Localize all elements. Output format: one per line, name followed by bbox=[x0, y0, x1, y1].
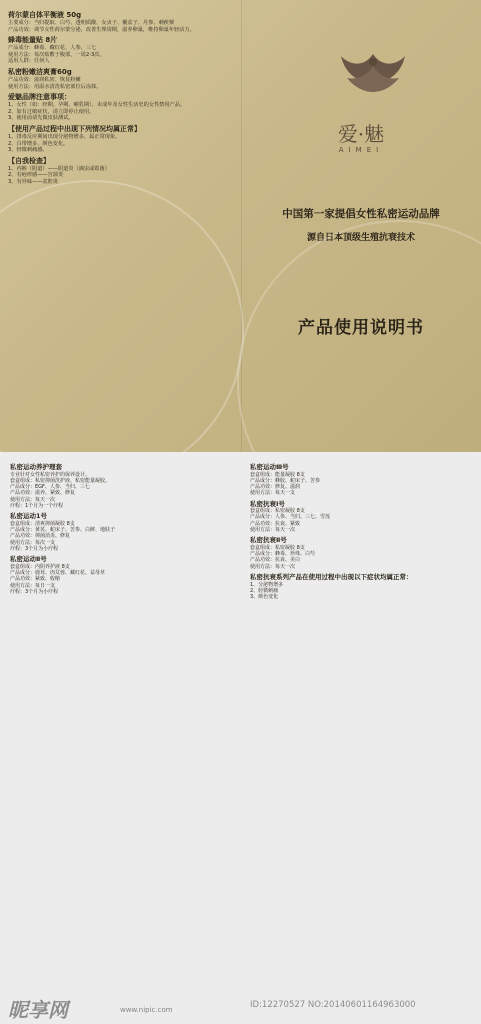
section-line: 产品功效：滋润私密、恢复粉嫩 bbox=[8, 76, 81, 83]
section-title: 私密抗衰Ⅰ号 bbox=[250, 499, 285, 508]
section-title: 私密运动1号 bbox=[10, 512, 48, 521]
watermark-logo: 昵享网 bbox=[8, 998, 68, 1022]
section-line: 产品功效：抑菌消炎、修复 bbox=[10, 533, 71, 540]
section-line: 1、内裤（阴道）——阴道炎（滴虫或霉菌） bbox=[8, 165, 110, 172]
section-title: 【使用产品过程中出现下列情况均属正常】 bbox=[8, 124, 141, 133]
section-line: 使用方法：用温水清洗私密部位后涂抹。 bbox=[8, 83, 102, 90]
section-line: 3、使用前请先做皮肤测试。 bbox=[8, 115, 74, 122]
section-line: 产品功效：滋养、紧致、修复 bbox=[10, 490, 76, 497]
section-line: 套盒组成：能量凝胶 8支 bbox=[250, 471, 305, 478]
section-1 bbox=[10, 512, 234, 552]
section-line: 套盒组成：私密凝胶 8支 bbox=[250, 508, 305, 515]
section-line: 疗程：3个月为小疗程 bbox=[10, 545, 59, 552]
section-line: 专业针对女性私密养护的保养设计。 bbox=[10, 471, 91, 478]
section-line: 使用方法：每天一次 bbox=[250, 527, 296, 534]
phoenix-logo-icon bbox=[333, 44, 413, 114]
section-line: 疗程：1个月为一个疗程 bbox=[10, 502, 64, 509]
bottom-right-column bbox=[250, 460, 474, 600]
section-line: 产品成分：黄芪、蛇床子、苦参、白鲜、地肤子 bbox=[10, 527, 116, 534]
section-title: 私密运动养护理套 bbox=[10, 463, 62, 471]
brand-name: 爱·魅 bbox=[337, 122, 385, 146]
section-line: 2、有疱疹感——宫颈炎 bbox=[8, 172, 64, 179]
product-manual-inner bbox=[0, 452, 481, 1024]
section-line: 产品成分：蜂毒、藏红花、人参、三七 bbox=[8, 45, 97, 52]
section-line: 使用方法：每天一次 bbox=[10, 496, 56, 503]
section-1 bbox=[250, 500, 474, 534]
brand-name-en: AIMEI bbox=[338, 146, 384, 154]
section-0 bbox=[10, 463, 234, 509]
section-3 bbox=[250, 573, 474, 600]
section-3 bbox=[8, 93, 236, 122]
section-line: 使用方法：每日一支 bbox=[10, 582, 56, 589]
section-line: 产品成分：EGF、人参、当归、三七 bbox=[10, 484, 90, 491]
sub-slogan: 源自日本顶级生殖抗衰技术 bbox=[306, 233, 415, 243]
section-line: 产品成分：鹿茸、肉苁蓉、藏红花、益母草 bbox=[10, 570, 106, 577]
section-line: 使用方法：每天一支 bbox=[250, 490, 296, 497]
section-title: 私密抗衰Ⅱ号 bbox=[250, 536, 287, 545]
slogan: 中国第一家提倡女性私密运动品牌 bbox=[282, 208, 440, 220]
section-line: 产品功效：抗衰、紧致 bbox=[250, 520, 301, 527]
section-title: 私密抗衰系列产品在使用过程中出现以下症状均属正常： bbox=[250, 573, 413, 582]
section-line: 产品成分：蜂胶、蛇床子、苦参 bbox=[250, 477, 321, 484]
section-line: 2、如有过敏症状，请立即停止使用。 bbox=[8, 108, 95, 115]
section-title: 私密粉嫩洁爽膏60g bbox=[8, 67, 72, 76]
section-line: 产品功效：抗衰、美白 bbox=[250, 557, 301, 564]
section-line: 产品成分：蜂毒、珍珠、白芍 bbox=[250, 551, 316, 558]
section-5 bbox=[8, 157, 236, 186]
left-panel bbox=[8, 8, 236, 186]
right-panel bbox=[241, 0, 481, 452]
section-line: 套盒组成：清爽抑菌凝胶 8支 bbox=[10, 520, 75, 527]
watermark-url: www.nipic.com bbox=[120, 1006, 173, 1014]
section-line: 使用方法：每天一次 bbox=[250, 563, 296, 570]
section-line: 2、轻微刺痛 bbox=[250, 587, 279, 594]
section-line: 产品功效：修复、滋润 bbox=[250, 484, 301, 491]
section-2 bbox=[250, 536, 474, 570]
section-line: 3、轻微刺痛感。 bbox=[8, 147, 48, 154]
section-title: 爱魅品牌注意事项： bbox=[8, 93, 71, 102]
section-title: 蜂毒能量贴 8片 bbox=[8, 36, 58, 45]
section-line: 3、有异味——盆腔炎 bbox=[8, 178, 58, 185]
section-1 bbox=[8, 36, 236, 65]
section-2 bbox=[10, 555, 234, 595]
section-line: 使用方法：每次一支 bbox=[10, 539, 56, 546]
section-line: 1、排毒反应期间出现分泌物增多，属正常现象。 bbox=[8, 133, 121, 140]
section-line: 产品功效：紧致、收缩 bbox=[10, 576, 61, 583]
section-4 bbox=[8, 125, 236, 154]
section-line: 疗程：3个月为小疗程 bbox=[10, 588, 59, 595]
section-title: 私密运动Ⅲ号 bbox=[250, 463, 289, 471]
section-0 bbox=[8, 11, 236, 33]
bottom-left-column bbox=[10, 460, 234, 595]
manual-title: 产品使用说明书 bbox=[298, 318, 424, 338]
section-line: 套盒组成：内阴养护液 8支 bbox=[10, 563, 70, 570]
section-line: 适用人群：任何人 bbox=[8, 58, 50, 65]
product-manual-cover bbox=[0, 0, 481, 452]
section-line: 使用方法：每次贴敷于腹部，一周2-3次。 bbox=[8, 51, 105, 58]
section-line: 套盒组成：私密抑菌洗护液、私密能量凝胶。 bbox=[10, 477, 111, 484]
section-2 bbox=[8, 68, 236, 90]
section-line: 3、颜色变化 bbox=[250, 594, 279, 601]
section-line: 套盒组成：私密凝胶 8支 bbox=[250, 544, 305, 551]
section-0 bbox=[250, 463, 474, 497]
section-title: 私密运动Ⅱ号 bbox=[10, 555, 47, 564]
section-line: 2、白带增多，颜色变化。 bbox=[8, 140, 69, 147]
section-line: 主要成分：当归提取、白芍、透明质酸、女贞子、覆盆子、丹参、刺蒺藜 bbox=[8, 20, 175, 26]
section-line: 1、分泌物增多 bbox=[250, 581, 284, 588]
watermark-id: ID:12270527 NO:20140601164963000 bbox=[250, 1000, 416, 1010]
section-title: 荷尔蒙自体平衡液 50g bbox=[8, 11, 82, 19]
section-line: 产品成分：人参、当归、三七、雪莲 bbox=[250, 514, 331, 521]
section-line: 1、女性（如：经期、孕期、哺乳期），未成年及女性生活史的女性禁用产品。 bbox=[8, 102, 186, 109]
section-line: 产品功效：调节女性荷尔蒙分泌，改善生理周期，滋养卵巢，维持卵巢年轻活力。 bbox=[8, 26, 195, 33]
section-title: 【自我检查】 bbox=[8, 156, 50, 165]
